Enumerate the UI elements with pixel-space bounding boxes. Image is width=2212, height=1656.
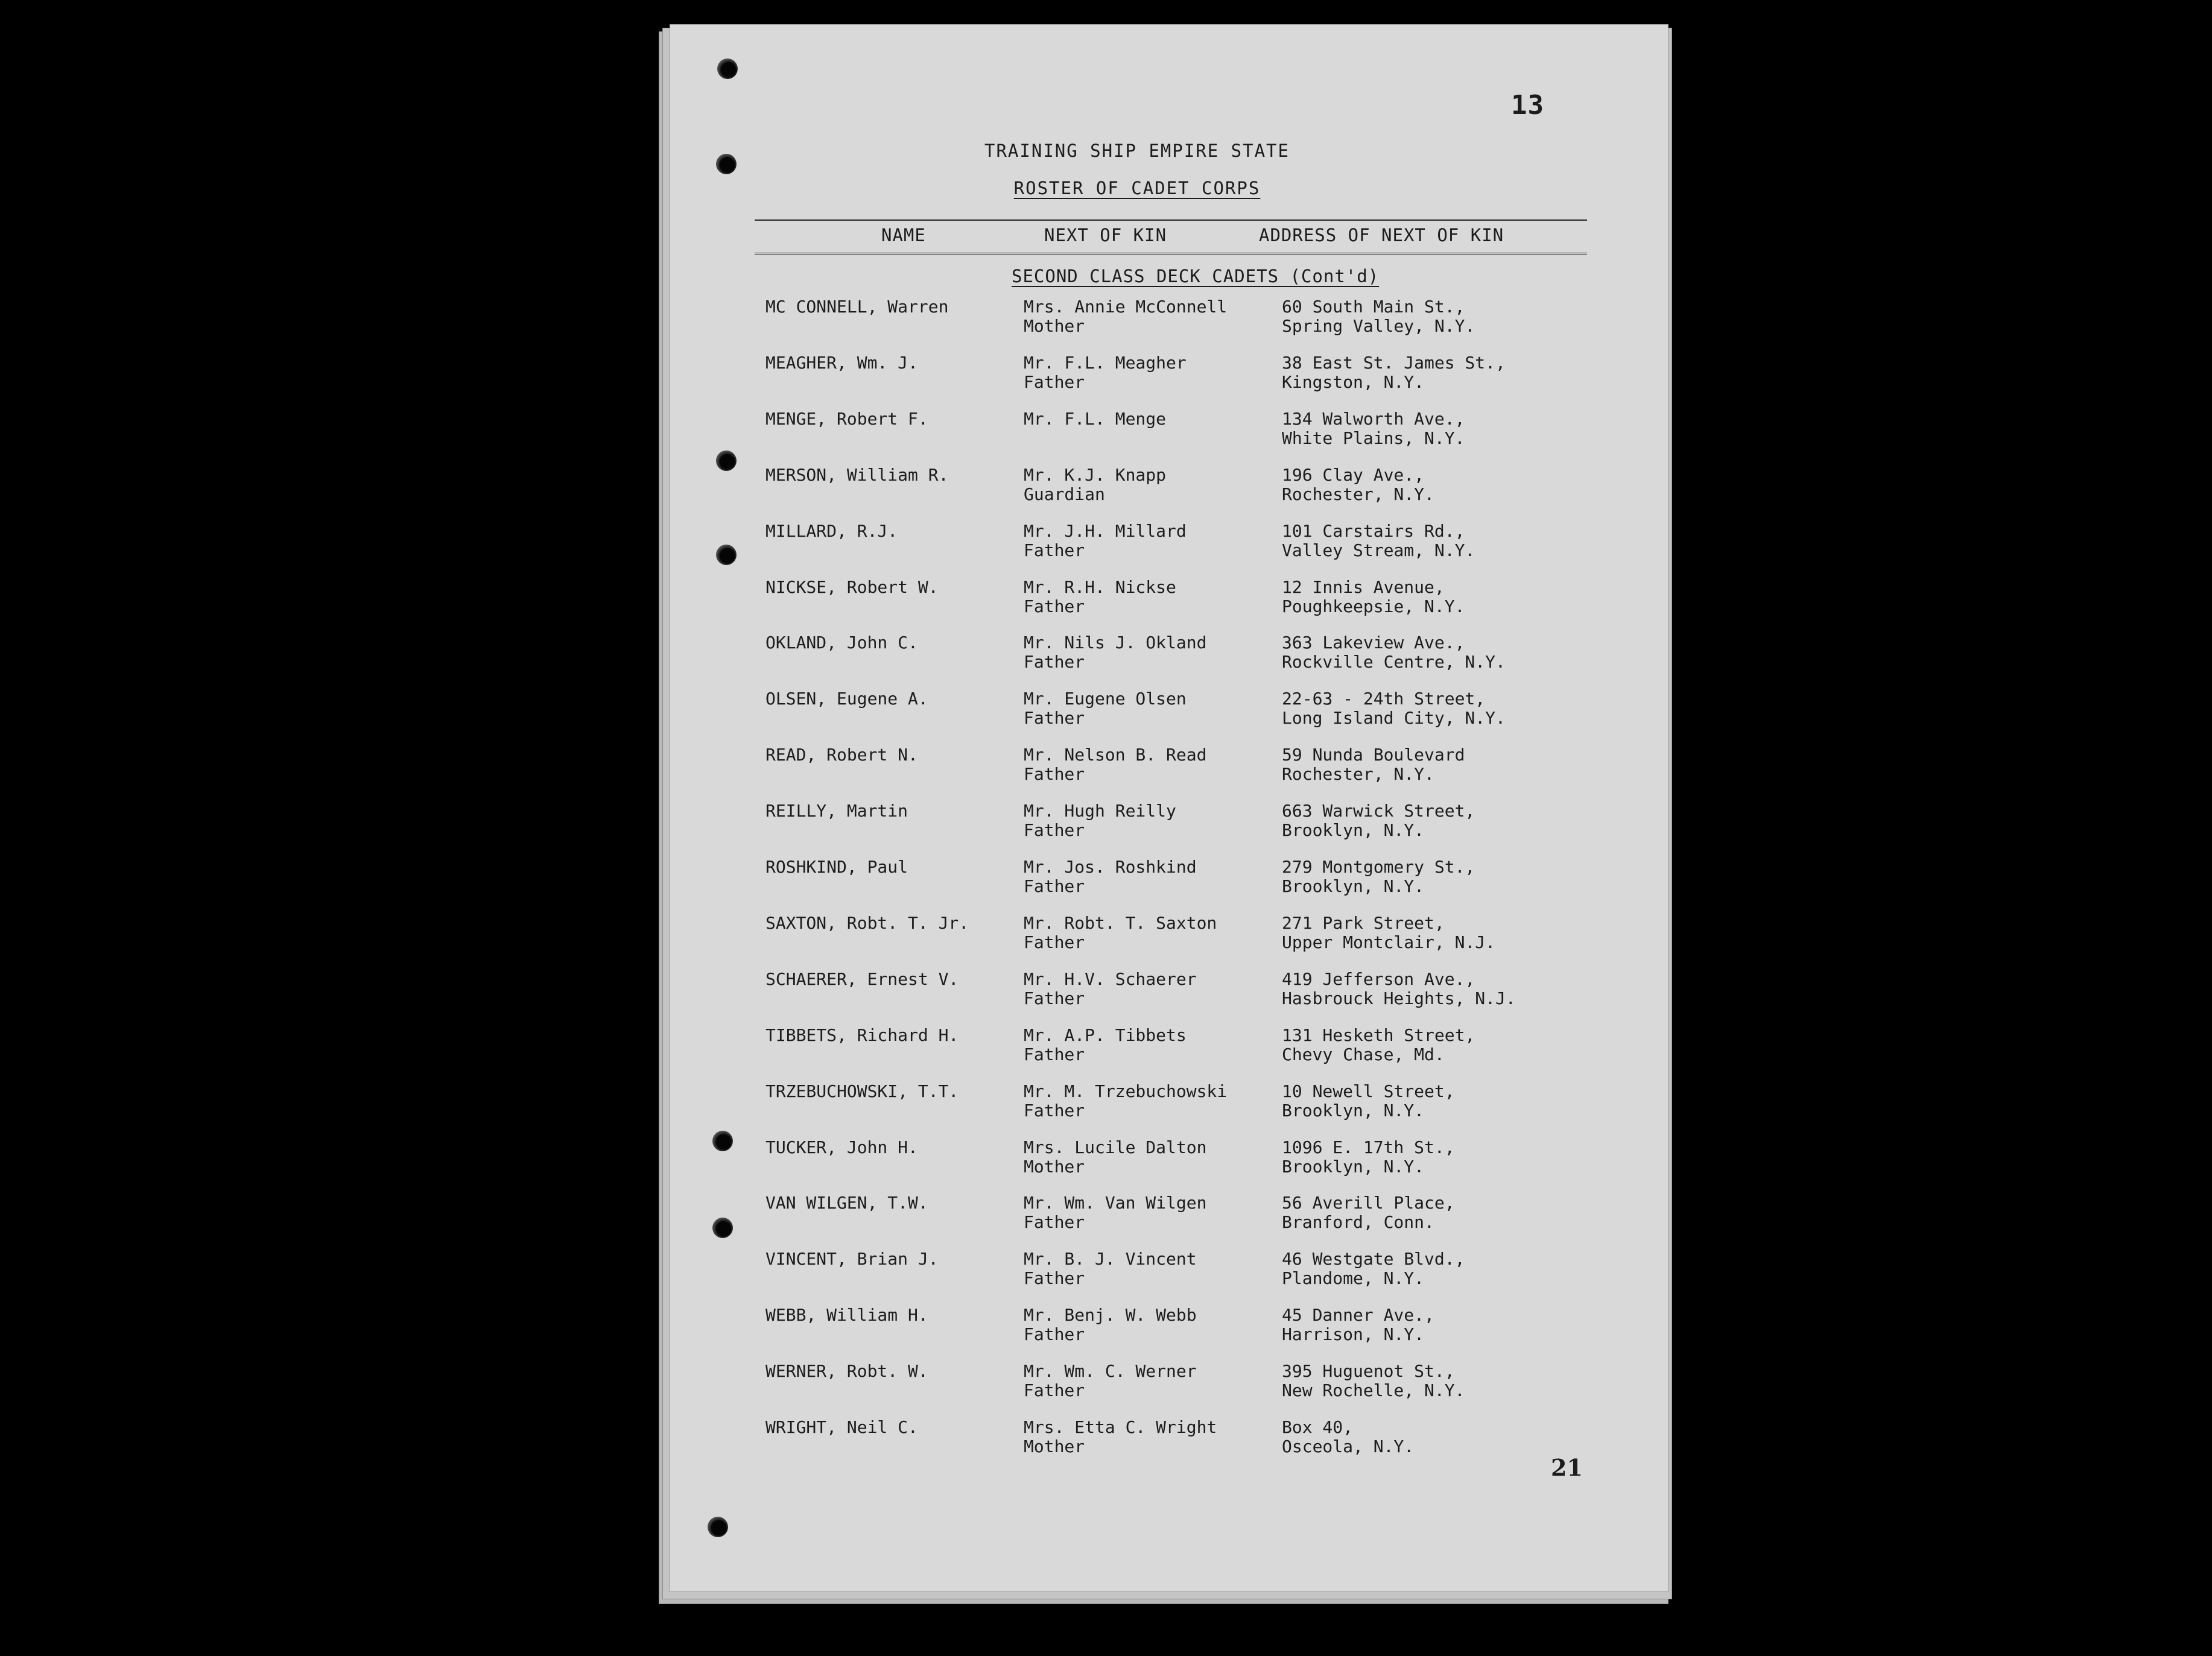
address <box>1282 466 1434 504</box>
punch-hole-icon <box>716 450 737 471</box>
roster-row <box>765 689 1610 733</box>
next-of-kin <box>1024 1250 1197 1288</box>
address-line-2: Poughkeepsie, N.Y. <box>1282 596 1465 616</box>
cadet-name: MC CONNELL, Warren <box>765 297 949 317</box>
address-line-1: 395 Huguenot St., <box>1282 1361 1455 1382</box>
cadet-name: SCHAERER, Ernest V. <box>765 969 959 989</box>
header-rule <box>755 253 1587 254</box>
punch-hole-icon <box>712 1131 733 1151</box>
next-of-kin-relation: Father <box>1024 1044 1085 1064</box>
next-of-kin-relation: Mother <box>1024 1436 1085 1456</box>
address-line-2: Kingston, N.Y. <box>1282 371 1425 392</box>
next-of-kin-name: Mr. A.P. Tibbets <box>1024 1025 1187 1045</box>
address-line-2: Hasbrouck Heights, N.J. <box>1282 988 1516 1008</box>
address-line-2: Osceola, N.Y. <box>1282 1436 1415 1456</box>
next-of-kin <box>1024 297 1227 336</box>
next-of-kin-relation: Father <box>1024 1324 1085 1345</box>
column-header-address: ADDRESS OF NEXT OF KIN <box>1259 225 1504 245</box>
next-of-kin <box>1024 1026 1187 1064</box>
address-line-1: 59 Nunda Boulevard <box>1282 745 1465 765</box>
next-of-kin-name: Mr. Hugh Reilly <box>1024 801 1176 821</box>
roster-row <box>765 466 1610 509</box>
next-of-kin <box>1024 1418 1217 1456</box>
next-of-kin-name: Mr. Wm. Van Wilgen <box>1024 1193 1207 1213</box>
next-of-kin-name: Mr. H.V. Schaerer <box>1024 969 1197 989</box>
next-of-kin-relation: Guardian <box>1024 484 1105 504</box>
address-line-2: Spring Valley, N.Y. <box>1282 316 1475 336</box>
next-of-kin-relation: Father <box>1024 1380 1085 1401</box>
address-line-1: 363 Lakeview Ave., <box>1282 633 1465 653</box>
next-of-kin-name: Mr. Jos. Roshkind <box>1024 857 1197 877</box>
next-of-kin-relation: Father <box>1024 1268 1085 1289</box>
roster-row <box>765 1193 1610 1237</box>
address <box>1282 633 1506 672</box>
address-line-2: Long Island City, N.Y. <box>1282 708 1506 728</box>
address-line-2: Brooklyn, N.Y. <box>1282 1100 1425 1120</box>
address <box>1282 1418 1414 1456</box>
roster-row <box>765 1418 1610 1461</box>
next-of-kin-name: Mr. J.H. Millard <box>1024 520 1187 541</box>
roster-row <box>765 1026 1610 1069</box>
cadet-name: TRZEBUCHOWSKI, T.T. <box>765 1081 959 1101</box>
address-line-1: 419 Jefferson Ave., <box>1282 969 1475 989</box>
address-line-2: Brooklyn, N.Y. <box>1282 1156 1425 1177</box>
address-line-2: White Plains, N.Y. <box>1282 428 1465 448</box>
cadet-name: SAXTON, Robt. T. Jr. <box>765 912 969 933</box>
address <box>1282 578 1465 616</box>
next-of-kin <box>1024 353 1187 392</box>
document-subtitle: ROSTER OF CADET CORPS <box>1013 178 1261 198</box>
cadet-name: WEBB, William H. <box>765 1305 928 1326</box>
next-of-kin <box>1024 1138 1206 1177</box>
next-of-kin-relation: Father <box>1024 540 1085 560</box>
cadet-name: NICKSE, Robert W. <box>765 577 939 597</box>
roster-row <box>765 1082 1610 1125</box>
next-of-kin-name: Mr. F.L. Menge <box>1024 408 1167 429</box>
address-line-1: 1096 E. 17th St., <box>1282 1137 1455 1157</box>
address-line-2: Brooklyn, N.Y. <box>1282 820 1425 841</box>
document-page <box>670 24 1669 1592</box>
address-line-2: Branford, Conn. <box>1282 1212 1434 1233</box>
address-line-1: 196 Clay Ave., <box>1282 464 1425 485</box>
address-line-2: New Rochelle, N.Y. <box>1282 1380 1465 1401</box>
next-of-kin-name: Mr. Nils J. Okland <box>1024 633 1207 653</box>
next-of-kin <box>1024 745 1206 784</box>
address-line-1: 22-63 - 24th Street, <box>1282 689 1486 709</box>
next-of-kin <box>1024 466 1166 504</box>
address-line-1: 134 Walworth Ave., <box>1282 408 1465 429</box>
header-rule <box>755 219 1587 221</box>
address <box>1282 745 1465 784</box>
next-of-kin <box>1024 1193 1206 1232</box>
document-title: TRAINING SHIP EMPIRE STATE <box>984 141 1290 161</box>
next-of-kin-relation: Father <box>1024 876 1085 896</box>
roster-row <box>765 801 1610 845</box>
cadet-name: VAN WILGEN, T.W. <box>765 1193 928 1213</box>
page-number: 13 <box>1511 90 1544 121</box>
cadet-name: VINCENT, Brian J. <box>765 1249 939 1269</box>
next-of-kin-relation: Father <box>1024 596 1085 616</box>
next-of-kin-relation: Father <box>1024 371 1085 392</box>
next-of-kin <box>1024 914 1217 952</box>
address <box>1282 353 1506 392</box>
roster-row <box>765 1250 1610 1293</box>
address-line-1: 101 Carstairs Rd., <box>1282 520 1465 541</box>
address <box>1282 409 1465 448</box>
address-line-1: 131 Hesketh Street, <box>1282 1025 1475 1045</box>
next-of-kin-name: Mrs. Annie McConnell <box>1024 297 1228 317</box>
address-line-1: 12 Innis Avenue, <box>1282 577 1445 597</box>
cadet-name: MEAGHER, Wm. J. <box>765 352 918 373</box>
address-line-1: 279 Montgomery St., <box>1282 857 1475 877</box>
next-of-kin-name: Mr. B. J. Vincent <box>1024 1249 1197 1269</box>
next-of-kin-relation: Father <box>1024 932 1085 952</box>
handwritten-note: 21 <box>1551 1454 1583 1481</box>
next-of-kin-relation: Mother <box>1024 316 1085 336</box>
next-of-kin-name: Mrs. Lucile Dalton <box>1024 1137 1207 1157</box>
address <box>1282 1138 1455 1177</box>
next-of-kin-relation: Mother <box>1024 1156 1085 1177</box>
cadet-name: WRIGHT, Neil C. <box>765 1417 918 1437</box>
cadet-name: READ, Robert N. <box>765 745 918 765</box>
next-of-kin-name: Mr. M. Trzebuchowski <box>1024 1081 1228 1101</box>
address-line-1: 60 South Main St., <box>1282 297 1465 317</box>
address-line-1: Box 40, <box>1282 1417 1354 1437</box>
roster-row <box>765 633 1610 677</box>
cadet-name: MILLARD, R.J. <box>765 520 898 541</box>
address-line-1: 271 Park Street, <box>1282 912 1445 933</box>
roster-row <box>765 745 1610 789</box>
punch-hole-icon <box>708 1517 728 1537</box>
next-of-kin-name: Mr. R.H. Nickse <box>1024 577 1176 597</box>
cadet-name: MERSON, William R. <box>765 464 949 485</box>
address <box>1282 522 1475 560</box>
next-of-kin-relation: Father <box>1024 1100 1085 1120</box>
address <box>1282 1362 1465 1400</box>
roster-row <box>765 522 1610 565</box>
roster-row <box>765 914 1610 957</box>
next-of-kin-name: Mrs. Etta C. Wright <box>1024 1417 1217 1437</box>
address <box>1282 1026 1475 1064</box>
address-line-2: Plandome, N.Y. <box>1282 1268 1425 1289</box>
address-line-1: 45 Danner Ave., <box>1282 1305 1434 1326</box>
next-of-kin-relation: Father <box>1024 652 1085 672</box>
cadet-name: TUCKER, John H. <box>765 1137 918 1157</box>
address-line-2: Chevy Chase, Md. <box>1282 1044 1445 1064</box>
next-of-kin-name: Mr. Wm. C. Werner <box>1024 1361 1197 1382</box>
next-of-kin <box>1024 1082 1227 1120</box>
next-of-kin-name: Mr. F.L. Meagher <box>1024 352 1187 373</box>
cadet-name: ROSHKIND, Paul <box>765 857 908 877</box>
punch-hole-icon <box>717 58 738 79</box>
address <box>1282 914 1495 952</box>
address-line-2: Rochester, N.Y. <box>1282 764 1434 785</box>
roster-row <box>765 353 1610 397</box>
column-header-next-of-kin: NEXT OF KIN <box>1044 225 1167 245</box>
next-of-kin-relation: Father <box>1024 764 1085 785</box>
cadet-name: TIBBETS, Richard H. <box>765 1025 959 1045</box>
next-of-kin <box>1024 578 1176 616</box>
cadet-name: MENGE, Robert F. <box>765 408 928 429</box>
roster-row <box>765 409 1610 453</box>
next-of-kin-name: Mr. Benj. W. Webb <box>1024 1305 1197 1326</box>
roster-row <box>765 578 1610 621</box>
address-line-2: Brooklyn, N.Y. <box>1282 876 1425 896</box>
address <box>1282 297 1475 336</box>
address-line-1: 10 Newell Street, <box>1282 1081 1455 1101</box>
next-of-kin-name: Mr. Eugene Olsen <box>1024 689 1187 709</box>
address-line-2: Rochester, N.Y. <box>1282 484 1434 504</box>
address <box>1282 1193 1455 1232</box>
cadet-name: WERNER, Robt. W. <box>765 1361 928 1382</box>
address <box>1282 970 1516 1008</box>
address <box>1282 1306 1434 1344</box>
next-of-kin <box>1024 801 1176 840</box>
next-of-kin <box>1024 1362 1197 1400</box>
next-of-kin-relation: Father <box>1024 708 1085 728</box>
address <box>1282 1082 1455 1120</box>
next-of-kin <box>1024 1306 1197 1344</box>
cadet-name: OLSEN, Eugene A. <box>765 689 928 709</box>
address-line-1: 663 Warwick Street, <box>1282 801 1475 821</box>
next-of-kin <box>1024 689 1187 728</box>
address <box>1282 1250 1465 1288</box>
address-line-2: Valley Stream, N.Y. <box>1282 540 1475 560</box>
column-header-name: NAME <box>881 225 926 245</box>
next-of-kin <box>1024 633 1206 672</box>
next-of-kin-name: Mr. Robt. T. Saxton <box>1024 912 1217 933</box>
address-line-1: 46 Westgate Blvd., <box>1282 1249 1465 1269</box>
address-line-2: Rockville Centre, N.Y. <box>1282 652 1506 672</box>
punch-hole-icon <box>716 545 737 565</box>
next-of-kin-name: Mr. K.J. Knapp <box>1024 464 1167 485</box>
roster-row <box>765 297 1610 341</box>
next-of-kin <box>1024 409 1166 429</box>
section-heading: SECOND CLASS DECK CADETS (Cont'd) <box>1012 266 1380 286</box>
next-of-kin <box>1024 858 1197 896</box>
address-line-2: Upper Montclair, N.J. <box>1282 932 1496 952</box>
address <box>1282 858 1475 896</box>
roster-row <box>765 858 1610 901</box>
cadet-name: REILLY, Martin <box>765 801 908 821</box>
next-of-kin <box>1024 522 1187 560</box>
address-line-1: 56 Averill Place, <box>1282 1193 1455 1213</box>
next-of-kin-relation: Father <box>1024 820 1085 841</box>
next-of-kin-relation: Father <box>1024 1212 1085 1233</box>
address <box>1282 801 1475 840</box>
roster-row <box>765 1306 1610 1349</box>
next-of-kin-name: Mr. Nelson B. Read <box>1024 745 1207 765</box>
address-line-2: Harrison, N.Y. <box>1282 1324 1425 1345</box>
next-of-kin-relation: Father <box>1024 988 1085 1008</box>
next-of-kin <box>1024 970 1197 1008</box>
address-line-1: 38 East St. James St., <box>1282 352 1506 373</box>
cadet-name: OKLAND, John C. <box>765 633 918 653</box>
roster-row <box>765 1362 1610 1405</box>
roster-row <box>765 970 1610 1013</box>
address <box>1282 689 1506 728</box>
roster-row <box>765 1138 1610 1181</box>
punch-hole-icon <box>712 1218 733 1238</box>
